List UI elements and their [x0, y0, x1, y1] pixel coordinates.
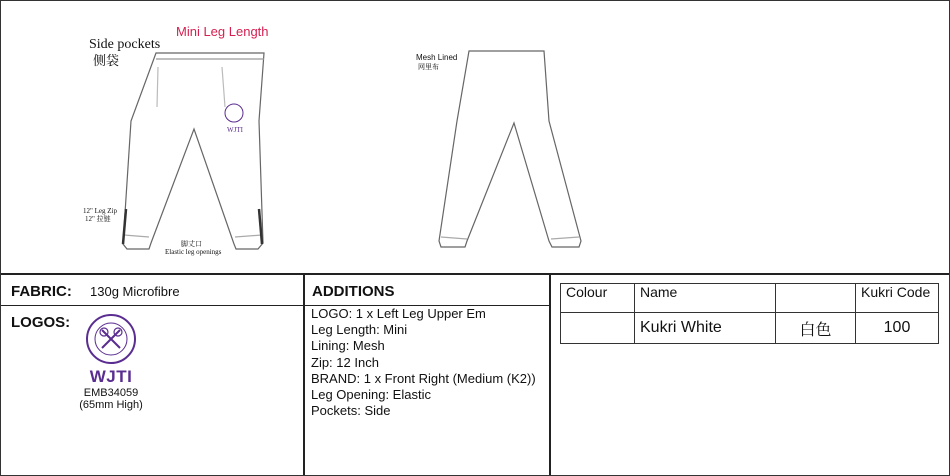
garment-drawing — [1, 1, 949, 273]
additions-item: BRAND: 1 x Front Right (Medium (K2)) — [311, 370, 536, 386]
logo-wordmark: WJTI — [89, 367, 133, 386]
additions-item: Leg Length: Mini — [311, 322, 408, 338]
header-blank — [776, 284, 856, 313]
cell-colour — [561, 313, 635, 344]
additions-item: Pockets: Side — [311, 403, 391, 419]
logos-label: LOGOS: — [11, 314, 71, 331]
fabric-row-divider — [1, 305, 303, 306]
leg-zip-label: 12" Leg Zip — [83, 207, 117, 215]
header-kukri-code: Kukri Code — [856, 284, 939, 313]
side-pockets-cn-label: 侧袋 — [93, 53, 120, 68]
mesh-lined-label: Mesh Lined — [416, 53, 458, 62]
additions-label: ADDITIONS — [312, 283, 395, 300]
side-pockets-label: Side pockets — [89, 37, 161, 52]
back-pants-illustration — [439, 51, 581, 247]
header-name: Name — [635, 284, 776, 313]
cell-code: 100 — [856, 313, 939, 344]
colour-table — [560, 283, 939, 344]
logo-block — [71, 313, 151, 411]
header-colour: Colour — [561, 284, 635, 313]
additions-list — [311, 306, 536, 419]
fabric-value: 130g Microfibre — [90, 284, 180, 299]
elastic-label: Elastic leg openings — [165, 248, 222, 256]
club-crest-icon — [85, 313, 137, 365]
mesh-lined-cn-label: 网里布 — [418, 64, 439, 71]
additions-item: Lining: Mesh — [311, 338, 385, 354]
front-pants-illustration — [123, 53, 264, 249]
section-divider — [1, 273, 949, 275]
mini-leg-length-label: Mini Leg Length — [176, 24, 269, 39]
fabric-label: FABRIC: — [11, 283, 72, 300]
leg-zip-cn-label: 12" 拉链 — [85, 215, 111, 223]
colour-table-header — [561, 284, 939, 313]
additions-item: Zip: 12 Inch — [311, 354, 379, 370]
table-row — [561, 313, 939, 344]
cell-name: Kukri White — [635, 313, 776, 344]
cell-cn: 白色 — [776, 313, 856, 344]
logo-code: EMB34059 — [83, 387, 139, 399]
additions-item: LOGO: 1 x Left Leg Upper Em — [311, 306, 486, 321]
additions-item: Leg Opening: Elastic — [311, 387, 431, 403]
logo-size: (65mm High) — [79, 399, 143, 411]
column-divider-2 — [549, 275, 551, 475]
svg-text:WJTI: WJTI — [227, 126, 243, 134]
elastic-cn-label: 脚丈口 — [181, 240, 202, 248]
